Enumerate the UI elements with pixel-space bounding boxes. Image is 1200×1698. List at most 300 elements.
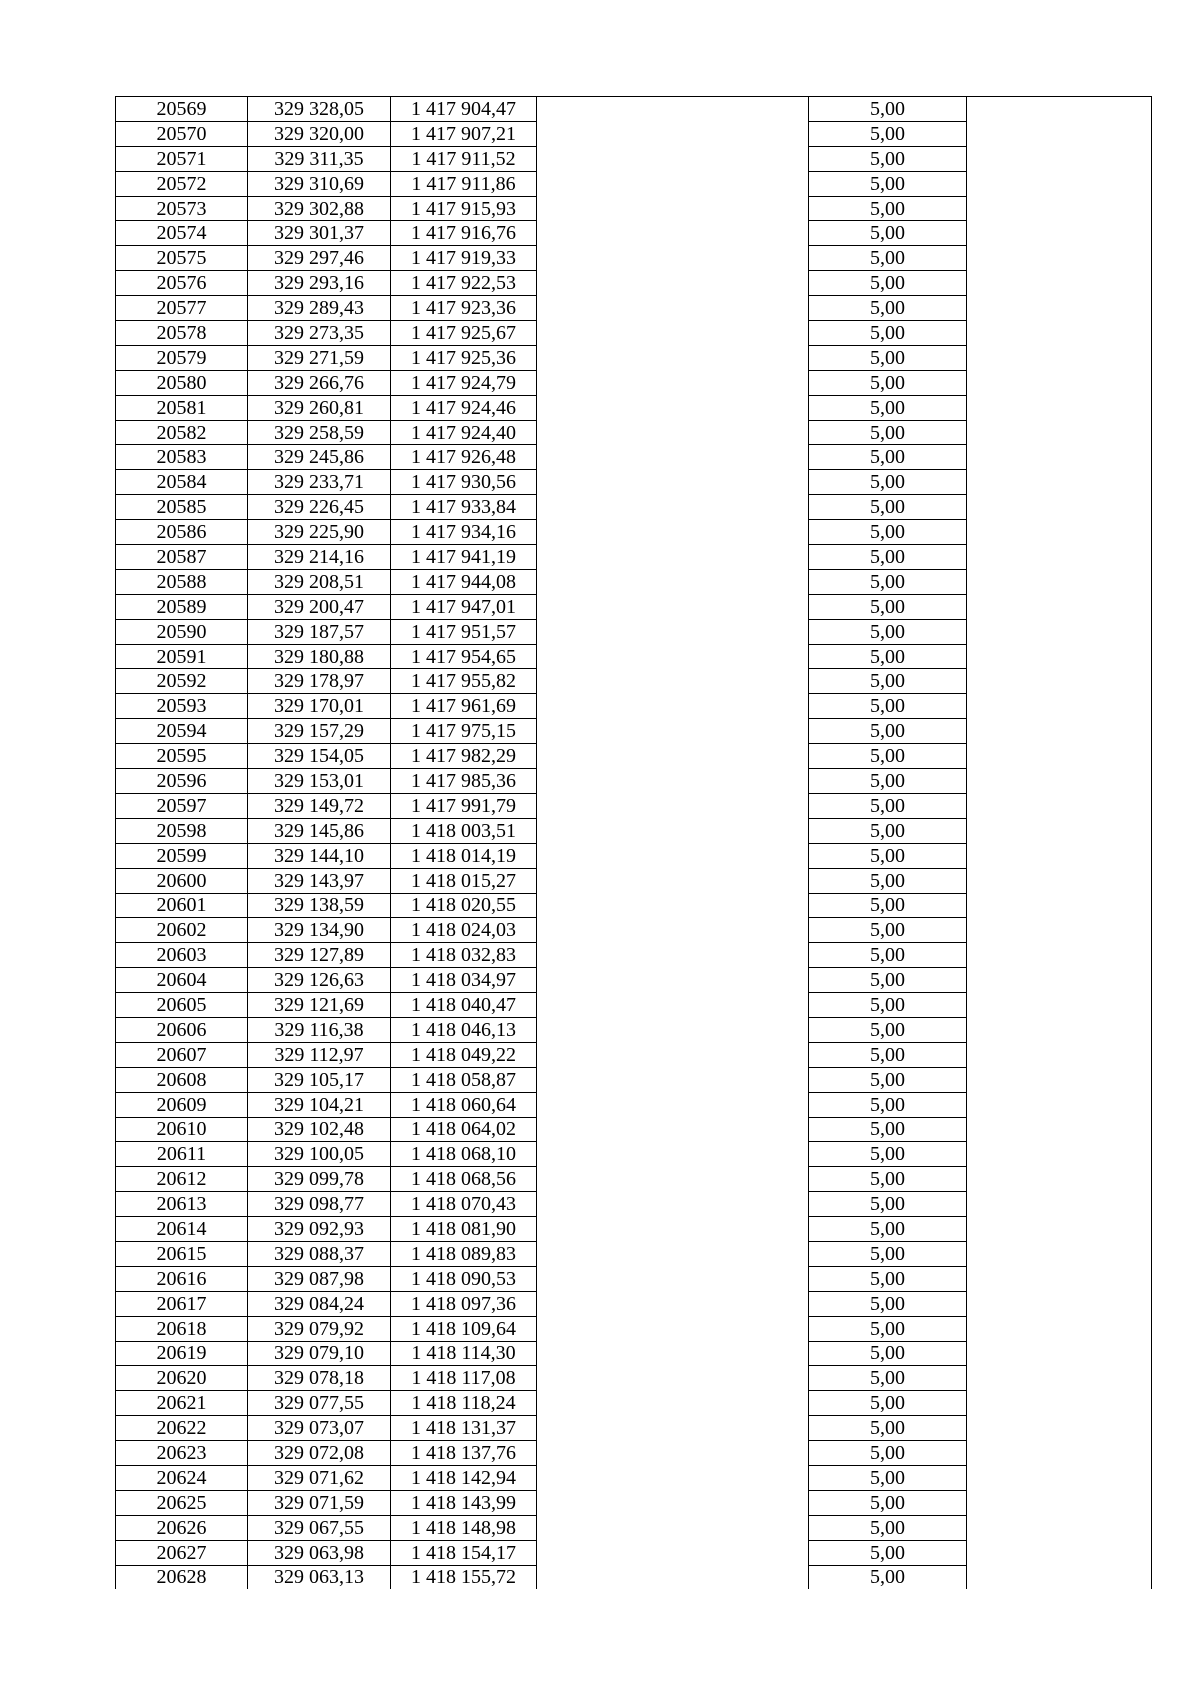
table-row <box>116 1167 1152 1192</box>
notes-column-cell <box>967 1341 1152 1366</box>
blank-column-cell <box>537 594 809 619</box>
blank-column-cell <box>537 345 809 370</box>
notes-column-cell <box>967 993 1152 1018</box>
notes-column-cell <box>967 793 1152 818</box>
accuracy-value-cell: 5,00 <box>809 868 967 893</box>
accuracy-value-cell: 5,00 <box>809 918 967 943</box>
x-coordinate-cell: 329 311,35 <box>248 146 391 171</box>
accuracy-value-cell: 5,00 <box>809 1341 967 1366</box>
notes-column-cell <box>967 1416 1152 1441</box>
notes-column-cell <box>967 1565 1152 1589</box>
y-coordinate-cell: 1 417 975,15 <box>391 719 537 744</box>
y-coordinate-cell: 1 417 934,16 <box>391 520 537 545</box>
accuracy-value-cell: 5,00 <box>809 321 967 346</box>
y-coordinate-cell: 1 418 131,37 <box>391 1416 537 1441</box>
blank-column-cell <box>537 495 809 520</box>
point-number-cell: 20576 <box>116 271 248 296</box>
x-coordinate-cell: 329 178,97 <box>248 669 391 694</box>
table-row <box>116 818 1152 843</box>
point-number-cell: 20618 <box>116 1316 248 1341</box>
accuracy-value-cell: 5,00 <box>809 943 967 968</box>
table-row <box>116 1117 1152 1142</box>
notes-column-cell <box>967 1366 1152 1391</box>
y-coordinate-cell: 1 418 014,19 <box>391 843 537 868</box>
y-coordinate-cell: 1 417 916,76 <box>391 221 537 246</box>
blank-column-cell <box>537 1316 809 1341</box>
point-number-cell: 20622 <box>116 1416 248 1441</box>
accuracy-value-cell: 5,00 <box>809 594 967 619</box>
point-number-cell: 20614 <box>116 1217 248 1242</box>
table-row <box>116 1441 1152 1466</box>
table-row <box>116 1465 1152 1490</box>
y-coordinate-cell: 1 418 090,53 <box>391 1266 537 1291</box>
notes-column-cell <box>967 1192 1152 1217</box>
coordinates-table <box>115 96 1152 1589</box>
table-row <box>116 793 1152 818</box>
notes-column-cell <box>967 1092 1152 1117</box>
y-coordinate-cell: 1 418 068,10 <box>391 1142 537 1167</box>
point-number-cell: 20615 <box>116 1241 248 1266</box>
accuracy-value-cell: 5,00 <box>809 993 967 1018</box>
accuracy-value-cell: 5,00 <box>809 893 967 918</box>
y-coordinate-cell: 1 417 919,33 <box>391 246 537 271</box>
blank-column-cell <box>537 1167 809 1192</box>
accuracy-value-cell: 5,00 <box>809 420 967 445</box>
x-coordinate-cell: 329 226,45 <box>248 495 391 520</box>
x-coordinate-cell: 329 063,13 <box>248 1565 391 1589</box>
y-coordinate-cell: 1 418 060,64 <box>391 1092 537 1117</box>
x-coordinate-cell: 329 271,59 <box>248 345 391 370</box>
blank-column-cell <box>537 1515 809 1540</box>
notes-column-cell <box>967 868 1152 893</box>
x-coordinate-cell: 329 328,05 <box>248 97 391 122</box>
x-coordinate-cell: 329 266,76 <box>248 370 391 395</box>
point-number-cell: 20596 <box>116 769 248 794</box>
accuracy-value-cell: 5,00 <box>809 1217 967 1242</box>
table-row <box>116 1241 1152 1266</box>
y-coordinate-cell: 1 417 985,36 <box>391 769 537 794</box>
y-coordinate-cell: 1 417 924,46 <box>391 395 537 420</box>
y-coordinate-cell: 1 417 907,21 <box>391 121 537 146</box>
y-coordinate-cell: 1 417 991,79 <box>391 793 537 818</box>
accuracy-value-cell: 5,00 <box>809 1092 967 1117</box>
y-coordinate-cell: 1 418 032,83 <box>391 943 537 968</box>
notes-column-cell <box>967 594 1152 619</box>
blank-column-cell <box>537 1540 809 1565</box>
accuracy-value-cell: 5,00 <box>809 1540 967 1565</box>
table-row <box>116 246 1152 271</box>
y-coordinate-cell: 1 418 070,43 <box>391 1192 537 1217</box>
blank-column-cell <box>537 893 809 918</box>
x-coordinate-cell: 329 088,37 <box>248 1241 391 1266</box>
point-number-cell: 20621 <box>116 1391 248 1416</box>
notes-column-cell <box>967 395 1152 420</box>
point-number-cell: 20571 <box>116 146 248 171</box>
point-number-cell: 20583 <box>116 445 248 470</box>
accuracy-value-cell: 5,00 <box>809 1192 967 1217</box>
notes-column-cell <box>967 619 1152 644</box>
table-row <box>116 1341 1152 1366</box>
y-coordinate-cell: 1 418 117,08 <box>391 1366 537 1391</box>
accuracy-value-cell: 5,00 <box>809 246 967 271</box>
notes-column-cell <box>967 1241 1152 1266</box>
table-row <box>116 271 1152 296</box>
table-row <box>116 993 1152 1018</box>
accuracy-value-cell: 5,00 <box>809 1017 967 1042</box>
blank-column-cell <box>537 1341 809 1366</box>
accuracy-value-cell: 5,00 <box>809 520 967 545</box>
accuracy-value-cell: 5,00 <box>809 1142 967 1167</box>
table-row <box>116 171 1152 196</box>
notes-column-cell <box>967 694 1152 719</box>
blank-column-cell <box>537 171 809 196</box>
point-number-cell: 20598 <box>116 818 248 843</box>
notes-column-cell <box>967 644 1152 669</box>
table-row <box>116 1092 1152 1117</box>
table-row <box>116 893 1152 918</box>
y-coordinate-cell: 1 417 925,36 <box>391 345 537 370</box>
y-coordinate-cell: 1 417 925,67 <box>391 321 537 346</box>
blank-column-cell <box>537 868 809 893</box>
table-row <box>116 719 1152 744</box>
blank-column-cell <box>537 246 809 271</box>
table-row <box>116 569 1152 594</box>
blank-column-cell <box>537 1441 809 1466</box>
y-coordinate-cell: 1 418 118,24 <box>391 1391 537 1416</box>
x-coordinate-cell: 329 116,38 <box>248 1017 391 1042</box>
notes-column-cell <box>967 97 1152 122</box>
accuracy-value-cell: 5,00 <box>809 744 967 769</box>
blank-column-cell <box>537 1266 809 1291</box>
accuracy-value-cell: 5,00 <box>809 1490 967 1515</box>
x-coordinate-cell: 329 092,93 <box>248 1217 391 1242</box>
point-number-cell: 20590 <box>116 619 248 644</box>
blank-column-cell <box>537 769 809 794</box>
accuracy-value-cell: 5,00 <box>809 470 967 495</box>
table-row <box>116 918 1152 943</box>
x-coordinate-cell: 329 302,88 <box>248 196 391 221</box>
table-row <box>116 520 1152 545</box>
x-coordinate-cell: 329 073,07 <box>248 1416 391 1441</box>
y-coordinate-cell: 1 417 947,01 <box>391 594 537 619</box>
table-row <box>116 1515 1152 1540</box>
blank-column-cell <box>537 993 809 1018</box>
point-number-cell: 20579 <box>116 345 248 370</box>
notes-column-cell <box>967 420 1152 445</box>
accuracy-value-cell: 5,00 <box>809 569 967 594</box>
table-row <box>116 1192 1152 1217</box>
table-row <box>116 1142 1152 1167</box>
point-number-cell: 20572 <box>116 171 248 196</box>
x-coordinate-cell: 329 157,29 <box>248 719 391 744</box>
point-number-cell: 20581 <box>116 395 248 420</box>
accuracy-value-cell: 5,00 <box>809 1565 967 1589</box>
accuracy-value-cell: 5,00 <box>809 271 967 296</box>
blank-column-cell <box>537 1465 809 1490</box>
blank-column-cell <box>537 321 809 346</box>
point-number-cell: 20600 <box>116 868 248 893</box>
y-coordinate-cell: 1 417 911,52 <box>391 146 537 171</box>
x-coordinate-cell: 329 233,71 <box>248 470 391 495</box>
table-row <box>116 1017 1152 1042</box>
x-coordinate-cell: 329 071,59 <box>248 1490 391 1515</box>
blank-column-cell <box>537 271 809 296</box>
x-coordinate-cell: 329 143,97 <box>248 868 391 893</box>
x-coordinate-cell: 329 144,10 <box>248 843 391 868</box>
notes-column-cell <box>967 495 1152 520</box>
blank-column-cell <box>537 1092 809 1117</box>
table-row <box>116 843 1152 868</box>
point-number-cell: 20625 <box>116 1490 248 1515</box>
y-coordinate-cell: 1 417 924,40 <box>391 420 537 445</box>
x-coordinate-cell: 329 112,97 <box>248 1042 391 1067</box>
table-row <box>116 121 1152 146</box>
y-coordinate-cell: 1 418 046,13 <box>391 1017 537 1042</box>
table-row <box>116 1217 1152 1242</box>
blank-column-cell <box>537 669 809 694</box>
x-coordinate-cell: 329 063,98 <box>248 1540 391 1565</box>
x-coordinate-cell: 329 100,05 <box>248 1142 391 1167</box>
table-row <box>116 1366 1152 1391</box>
table-row <box>116 221 1152 246</box>
notes-column-cell <box>967 719 1152 744</box>
blank-column-cell <box>537 1067 809 1092</box>
notes-column-cell <box>967 520 1152 545</box>
table-row <box>116 1416 1152 1441</box>
notes-column-cell <box>967 1067 1152 1092</box>
blank-column-cell <box>537 968 809 993</box>
blank-column-cell <box>537 520 809 545</box>
x-coordinate-cell: 329 297,46 <box>248 246 391 271</box>
accuracy-value-cell: 5,00 <box>809 395 967 420</box>
blank-column-cell <box>537 1291 809 1316</box>
x-coordinate-cell: 329 200,47 <box>248 594 391 619</box>
accuracy-value-cell: 5,00 <box>809 1316 967 1341</box>
point-number-cell: 20605 <box>116 993 248 1018</box>
table-row <box>116 619 1152 644</box>
table-row <box>116 943 1152 968</box>
y-coordinate-cell: 1 417 926,48 <box>391 445 537 470</box>
x-coordinate-cell: 329 301,37 <box>248 221 391 246</box>
accuracy-value-cell: 5,00 <box>809 1391 967 1416</box>
notes-column-cell <box>967 370 1152 395</box>
accuracy-value-cell: 5,00 <box>809 445 967 470</box>
table-row <box>116 744 1152 769</box>
x-coordinate-cell: 329 153,01 <box>248 769 391 794</box>
point-number-cell: 20623 <box>116 1441 248 1466</box>
accuracy-value-cell: 5,00 <box>809 146 967 171</box>
y-coordinate-cell: 1 417 955,82 <box>391 669 537 694</box>
y-coordinate-cell: 1 418 049,22 <box>391 1042 537 1067</box>
accuracy-value-cell: 5,00 <box>809 769 967 794</box>
blank-column-cell <box>537 1391 809 1416</box>
point-number-cell: 20619 <box>116 1341 248 1366</box>
point-number-cell: 20599 <box>116 843 248 868</box>
x-coordinate-cell: 329 258,59 <box>248 420 391 445</box>
x-coordinate-cell: 329 180,88 <box>248 644 391 669</box>
notes-column-cell <box>967 843 1152 868</box>
y-coordinate-cell: 1 417 941,19 <box>391 545 537 570</box>
y-coordinate-cell: 1 418 058,87 <box>391 1067 537 1092</box>
blank-column-cell <box>537 395 809 420</box>
table-row <box>116 321 1152 346</box>
point-number-cell: 20591 <box>116 644 248 669</box>
accuracy-value-cell: 5,00 <box>809 1366 967 1391</box>
accuracy-value-cell: 5,00 <box>809 843 967 868</box>
x-coordinate-cell: 329 145,86 <box>248 818 391 843</box>
notes-column-cell <box>967 669 1152 694</box>
blank-column-cell <box>537 470 809 495</box>
notes-column-cell <box>967 146 1152 171</box>
y-coordinate-cell: 1 418 003,51 <box>391 818 537 843</box>
notes-column-cell <box>967 1167 1152 1192</box>
table-row <box>116 1490 1152 1515</box>
table-row <box>116 370 1152 395</box>
table-row <box>116 694 1152 719</box>
y-coordinate-cell: 1 418 137,76 <box>391 1441 537 1466</box>
accuracy-value-cell: 5,00 <box>809 495 967 520</box>
blank-column-cell <box>537 1490 809 1515</box>
notes-column-cell <box>967 1017 1152 1042</box>
table-row <box>116 345 1152 370</box>
notes-column-cell <box>967 1117 1152 1142</box>
point-number-cell: 20586 <box>116 520 248 545</box>
accuracy-value-cell: 5,00 <box>809 1167 967 1192</box>
x-coordinate-cell: 329 310,69 <box>248 171 391 196</box>
point-number-cell: 20620 <box>116 1366 248 1391</box>
table-row <box>116 97 1152 122</box>
blank-column-cell <box>537 918 809 943</box>
x-coordinate-cell: 329 260,81 <box>248 395 391 420</box>
blank-column-cell <box>537 943 809 968</box>
table-row <box>116 968 1152 993</box>
blank-column-cell <box>537 221 809 246</box>
y-coordinate-cell: 1 417 911,86 <box>391 171 537 196</box>
notes-column-cell <box>967 1217 1152 1242</box>
point-number-cell: 20624 <box>116 1465 248 1490</box>
point-number-cell: 20608 <box>116 1067 248 1092</box>
notes-column-cell <box>967 545 1152 570</box>
notes-column-cell <box>967 171 1152 196</box>
table-row <box>116 1042 1152 1067</box>
x-coordinate-cell: 329 320,00 <box>248 121 391 146</box>
y-coordinate-cell: 1 418 034,97 <box>391 968 537 993</box>
point-number-cell: 20582 <box>116 420 248 445</box>
x-coordinate-cell: 329 079,92 <box>248 1316 391 1341</box>
x-coordinate-cell: 329 138,59 <box>248 893 391 918</box>
accuracy-value-cell: 5,00 <box>809 793 967 818</box>
point-number-cell: 20617 <box>116 1291 248 1316</box>
accuracy-value-cell: 5,00 <box>809 121 967 146</box>
blank-column-cell <box>537 569 809 594</box>
x-coordinate-cell: 329 099,78 <box>248 1167 391 1192</box>
table-row <box>116 1391 1152 1416</box>
point-number-cell: 20584 <box>116 470 248 495</box>
accuracy-value-cell: 5,00 <box>809 968 967 993</box>
blank-column-cell <box>537 1142 809 1167</box>
blank-column-cell <box>537 1117 809 1142</box>
table-row <box>116 1540 1152 1565</box>
y-coordinate-cell: 1 418 089,83 <box>391 1241 537 1266</box>
blank-column-cell <box>537 445 809 470</box>
point-number-cell: 20604 <box>116 968 248 993</box>
accuracy-value-cell: 5,00 <box>809 669 967 694</box>
accuracy-value-cell: 5,00 <box>809 1117 967 1142</box>
accuracy-value-cell: 5,00 <box>809 1067 967 1092</box>
table-row <box>116 196 1152 221</box>
notes-column-cell <box>967 1291 1152 1316</box>
table-row <box>116 769 1152 794</box>
blank-column-cell <box>537 146 809 171</box>
y-coordinate-cell: 1 417 933,84 <box>391 495 537 520</box>
table-row <box>116 594 1152 619</box>
blank-column-cell <box>537 420 809 445</box>
notes-column-cell <box>967 1266 1152 1291</box>
blank-column-cell <box>537 1241 809 1266</box>
x-coordinate-cell: 329 079,10 <box>248 1341 391 1366</box>
table-row <box>116 1565 1152 1589</box>
y-coordinate-cell: 1 417 954,65 <box>391 644 537 669</box>
notes-column-cell <box>967 769 1152 794</box>
accuracy-value-cell: 5,00 <box>809 1266 967 1291</box>
point-number-cell: 20593 <box>116 694 248 719</box>
accuracy-value-cell: 5,00 <box>809 1465 967 1490</box>
y-coordinate-cell: 1 418 114,30 <box>391 1341 537 1366</box>
y-coordinate-cell: 1 418 097,36 <box>391 1291 537 1316</box>
blank-column-cell <box>537 843 809 868</box>
point-number-cell: 20603 <box>116 943 248 968</box>
point-number-cell: 20592 <box>116 669 248 694</box>
accuracy-value-cell: 5,00 <box>809 694 967 719</box>
x-coordinate-cell: 329 078,18 <box>248 1366 391 1391</box>
x-coordinate-cell: 329 149,72 <box>248 793 391 818</box>
y-coordinate-cell: 1 418 148,98 <box>391 1515 537 1540</box>
point-number-cell: 20573 <box>116 196 248 221</box>
blank-column-cell <box>537 793 809 818</box>
point-number-cell: 20613 <box>116 1192 248 1217</box>
accuracy-value-cell: 5,00 <box>809 545 967 570</box>
notes-column-cell <box>967 968 1152 993</box>
point-number-cell: 20578 <box>116 321 248 346</box>
accuracy-value-cell: 5,00 <box>809 1291 967 1316</box>
table-row <box>116 470 1152 495</box>
blank-column-cell <box>537 619 809 644</box>
point-number-cell: 20580 <box>116 370 248 395</box>
y-coordinate-cell: 1 417 961,69 <box>391 694 537 719</box>
y-coordinate-cell: 1 418 143,99 <box>391 1490 537 1515</box>
point-number-cell: 20626 <box>116 1515 248 1540</box>
y-coordinate-cell: 1 417 951,57 <box>391 619 537 644</box>
notes-column-cell <box>967 196 1152 221</box>
table-row <box>116 1067 1152 1092</box>
x-coordinate-cell: 329 127,89 <box>248 943 391 968</box>
x-coordinate-cell: 329 273,35 <box>248 321 391 346</box>
accuracy-value-cell: 5,00 <box>809 1241 967 1266</box>
point-number-cell: 20612 <box>116 1167 248 1192</box>
point-number-cell: 20587 <box>116 545 248 570</box>
blank-column-cell <box>537 1217 809 1242</box>
notes-column-cell <box>967 121 1152 146</box>
accuracy-value-cell: 5,00 <box>809 719 967 744</box>
y-coordinate-cell: 1 417 922,53 <box>391 271 537 296</box>
blank-column-cell <box>537 818 809 843</box>
table-row <box>116 495 1152 520</box>
y-coordinate-cell: 1 418 081,90 <box>391 1217 537 1242</box>
blank-column-cell <box>537 370 809 395</box>
x-coordinate-cell: 329 293,16 <box>248 271 391 296</box>
accuracy-value-cell: 5,00 <box>809 1416 967 1441</box>
point-number-cell: 20574 <box>116 221 248 246</box>
